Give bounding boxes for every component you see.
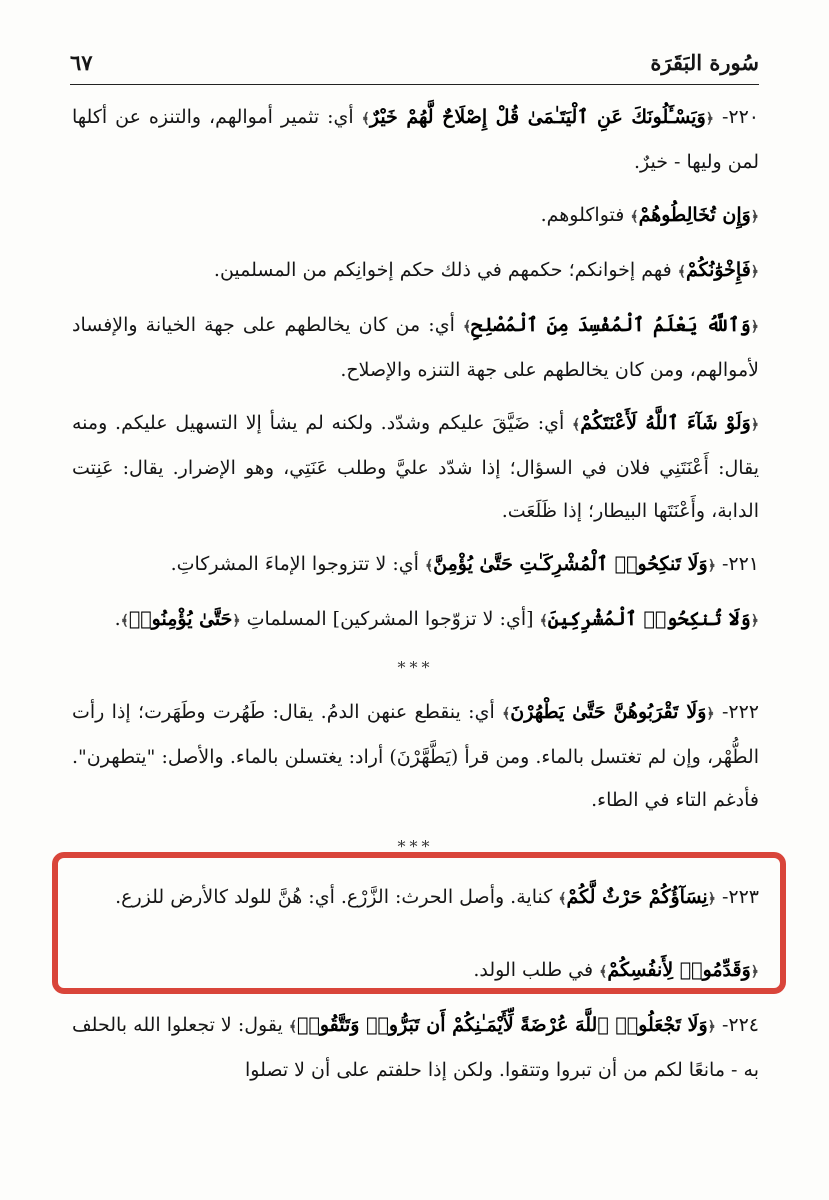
quran-quote: ﴿فَإِخْوَٰنُكُمْ﴾ [677, 259, 759, 281]
quran-quote: ﴿وَلَا تُنكِحُوا۟ ٱلْمُشْرِكِينَ﴾ [539, 608, 759, 630]
commentary-text: كناية. وأصل الحرث: الزَّرْع. أي: هُنَّ للولد كالأرض للزرع. [115, 886, 553, 908]
paragraph-220e [72, 402, 759, 533]
verse-number: ٢٢٤- [721, 1014, 759, 1036]
quran-quote: ﴿وَلَوْ شَآءَ ٱللَّهُ لَأَعْنَتَكُمْ﴾ [572, 412, 760, 434]
verse-number: ٢٢١- [721, 553, 759, 575]
section-separator: *** [397, 658, 434, 677]
quran-quote: ﴿وَلَا تَجْعَلُوا۟ ٱللَّهَ عُرْضَةً لِّأَيْمَـٰنِكُمْ أَن تَبَرُّوا۟ وَتَتَّقُوا۟﴾ [288, 1014, 716, 1036]
commentary-text: فتواكلوهم. [540, 204, 625, 226]
paragraph-220b [72, 194, 759, 239]
commentary-text: أي: ينقطع عنهن الدمُ. يقال: طَهُرت وطَهَرت؛ إذا رأت الطُّهْر، وإن لم تغتسل بالماء. ومن قرأ (يَطَّهَّرْنَ) أراد: يغتسلن بالماء. والأصل: "يتطهرن". فأدغم التاء في الطاء. [72, 701, 759, 811]
paragraph-222 [72, 691, 759, 822]
quran-quote: ﴿نِسَآؤُكُمْ حَرْثٌ لَّكُمْ﴾ [558, 886, 716, 908]
commentary-text: أي: من كان يخالطهم على جهة الخيانة والإفساد لأموالهم، ومن كان يخالطهم على جهة التنزه والإصلاح. [72, 314, 759, 381]
quran-quote: ﴿حَتَّىٰ يُؤْمِنُوا۟﴾ [120, 608, 241, 630]
surah-title: سُورة البَقَرَة [650, 49, 759, 75]
paragraph-223 [72, 876, 759, 921]
commentary-text: فهم إخوانكم؛ حكمهم في ذلك حكم إخوانِكم من المسلمين. [213, 259, 672, 281]
commentary-text: أي: تثمير أموالهم، والتنزه عن أكلها لمن وليها - خيرٌ. [72, 106, 759, 173]
quran-quote: ﴿وَلَا تَنكِحُوا۟ ٱلْمُشْرِكَـٰتِ حَتَّىٰ يُؤْمِنَّ﴾ [424, 553, 716, 575]
section-separator: *** [397, 837, 434, 856]
commentary-text: [أي: لا تزوّجوا المشركين] المسلماتِ [246, 608, 534, 630]
quran-quote: ﴿وَيَسْـَٔلُونَكَ عَنِ ٱلْيَتَـٰمَىٰ قُلْ إِصْلَاحٌ لَّهُمْ خَيْرٌ﴾ [361, 106, 714, 128]
commentary-text: أي: لا تتزوجوا الإماءَ المشركاتِ. [170, 553, 419, 575]
paragraph-223b [72, 949, 759, 994]
commentary-text: أي: ضَيَّقَ عليكم وشدّد. ولكنه لم يشأ إلا التسهيل عليكم. ومنه يقال: أَعْنَتَنِي فلان في السؤال؛ إذا شدّد عليَّ وطلب عَنَتِي، وهو الإضرار. يقال: عَنِتت الدابة، وأَعْنَتَها البيطار؛ إذا ظَلَعَت. [72, 412, 759, 522]
verse-number: ٢٢٢- [721, 701, 759, 723]
paragraph-220c [72, 249, 759, 294]
verse-number: ٢٢٣- [721, 886, 759, 908]
commentary-text: يقول: لا تجعلوا الله بالحلف به - مانعًا لكم من أن تبروا وتتقوا. ولكن إذا حلفتم على أن لا تصلوا [72, 1014, 759, 1081]
verse-number: ٢٢٠- [721, 106, 759, 128]
paragraph-220d [72, 304, 759, 392]
paragraph-224 [72, 1004, 759, 1092]
quran-quote: ﴿وَإِن تُخَالِطُوهُمْ﴾ [630, 204, 759, 226]
quran-quote: ﴿وَلَا تَقْرَبُوهُنَّ حَتَّىٰ يَطْهُرْنَ﴾ [502, 701, 715, 723]
page-body [72, 96, 759, 1102]
quran-quote: ﴿وَٱللَّهُ يَعْلَمُ ٱلْمُفْسِدَ مِنَ ٱلْمُصْلِحِ﴾ [462, 314, 759, 336]
quran-quote: ﴿وَقَدِّمُوا۟ لِأَنفُسِكُمْ﴾ [599, 959, 759, 981]
paragraph-221 [72, 543, 759, 588]
page-header [70, 40, 759, 85]
paragraph-220 [72, 96, 759, 184]
page-number: ٦٧ [70, 49, 93, 75]
paragraph-221b: ﴿وَلَا تُنكِحُوا۟ ٱلْمُشْرِكِينَ﴾ [أي: لا تزوّجوا المشركين] المسلماتِ ﴿حَتَّىٰ يُؤْمِنُوا۟﴾. [114, 608, 759, 630]
commentary-text: في طلب الولد. [473, 959, 594, 981]
